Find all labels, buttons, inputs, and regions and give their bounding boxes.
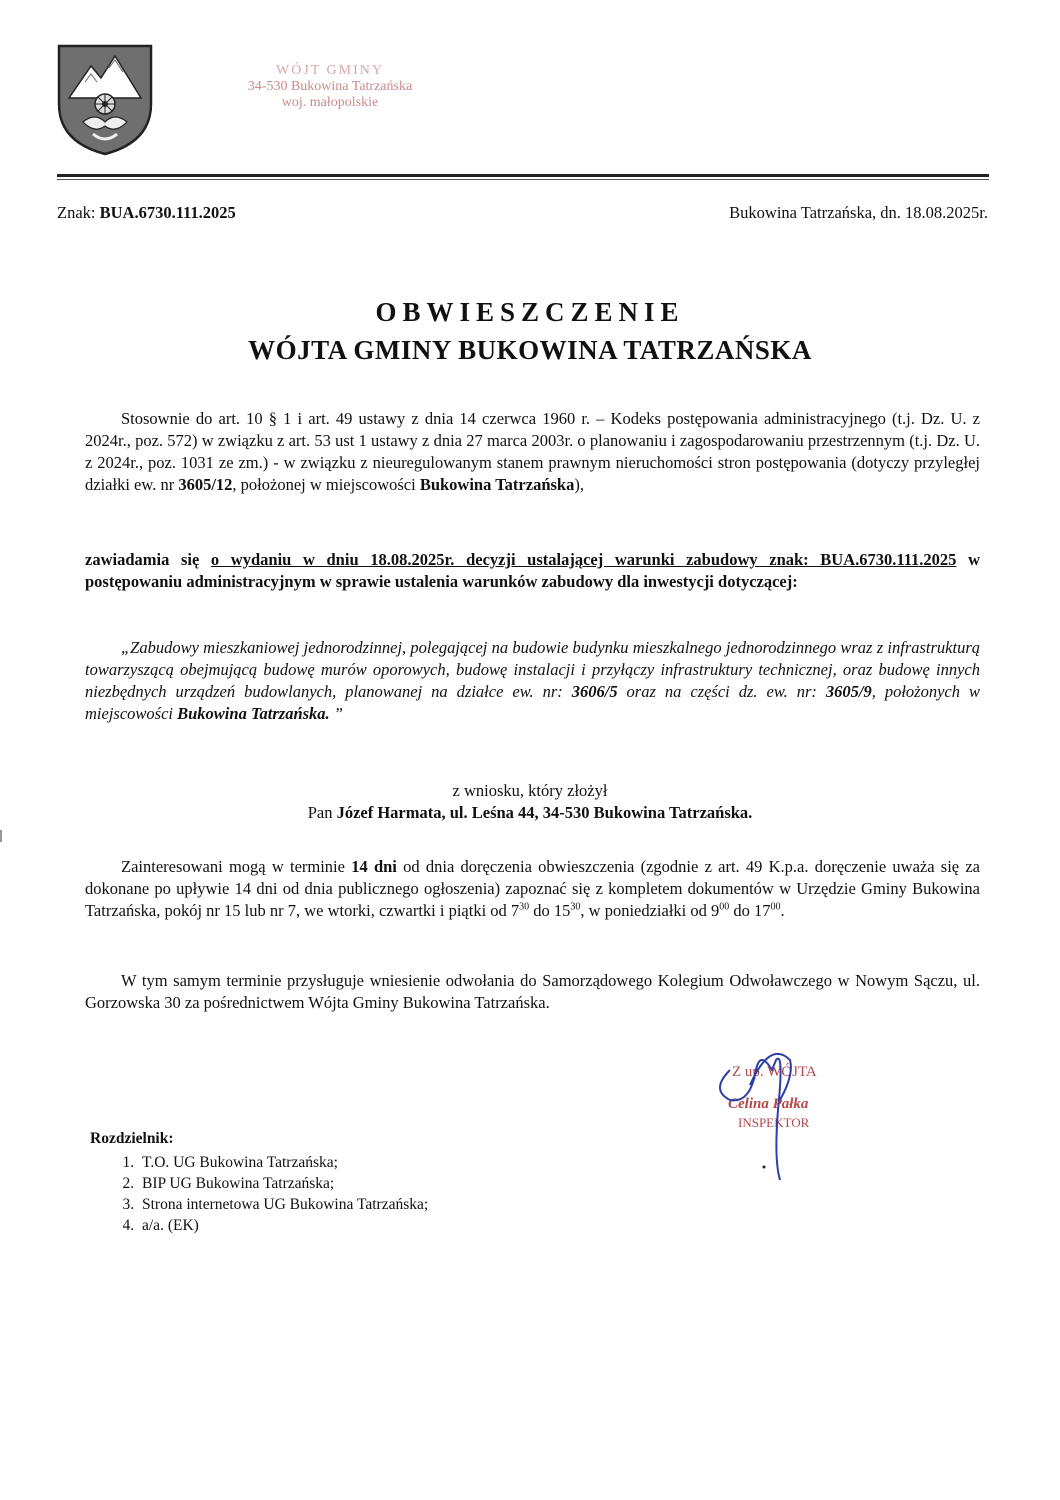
- p3-parcel-1: 3606/5: [571, 682, 618, 701]
- p1-text3: ),: [574, 475, 584, 494]
- signature-line-3: INSPEKTOR: [738, 1115, 810, 1130]
- p4-sup-2: 30: [570, 901, 581, 913]
- request-line: z wniosku, który złożył: [452, 781, 608, 800]
- distribution-list: [113, 1152, 428, 1236]
- distribution-item: 1. T.O. UG Bukowina Tatrzańska;: [138, 1152, 428, 1173]
- distribution-item: 2. BIP UG Bukowina Tatrzańska;: [138, 1173, 428, 1194]
- p1-parcel: 3605/12: [178, 475, 233, 494]
- stamp-line-1: WÓJT GMINY: [275, 63, 384, 78]
- p4-e: do 17: [729, 901, 771, 920]
- p3-b: oraz na części dz. ew. nr:: [617, 682, 826, 701]
- case-sign: [57, 203, 236, 223]
- p4-c: do 15: [529, 901, 571, 920]
- p4-f: .: [780, 901, 785, 920]
- p3-parcel-2: 3605/9: [825, 682, 872, 701]
- signature-line-2: Celina Pałka: [728, 1096, 809, 1112]
- office-stamp: [205, 63, 455, 111]
- scan-mark: [0, 830, 2, 842]
- header-rule-thin: [57, 179, 989, 180]
- p4-b: od dnia doręczenia obwieszczenia (zgodnie z art. 49 K.p.a. doręczenie uważa się za dokonane po upływie 14 dni od dnia publicznego ogłoszenia) zapoznać się z kompletem dokumentów w Urzędzie Gminy Bukowina Tatrzańska, pokój nr 15 lub nr 7, we wtorki, czwartki i piątki od 7: [85, 857, 980, 920]
- p4-sup-4: 00: [770, 901, 781, 913]
- appeal-paragraph: W tym samym terminie przysługuje wniesienie odwołania do Samorządowego Kolegium Odwoławczego w Nowym Sączu, ul. Gorzowska 30 za pośrednictwem Wójta Gminy Bukowina Tatrzańska.: [85, 971, 980, 1012]
- investment-description: [85, 637, 980, 725]
- distribution-item: 3. Strona internetowa UG Bukowina Tatrzańska;: [138, 1194, 428, 1215]
- p3-place: Bukowina Tatrzańska.: [177, 704, 330, 723]
- signature-line-1: Z up. WÓJTA: [732, 1064, 817, 1080]
- p1-text: Stosownie do art. 10 § 1 i art. 49 ustawy z dnia 14 czerwca 1960 r. – Kodeks postępowania administracyjnego (t.j. Dz. U. z 2024r., poz. 572) w związku z art. 53 ust 1 ustawy z dnia 27 marca 2003r. o planowaniu i zagospodarowaniu przestrzennym (t.j. Dz. U. z 2024r., poz. 1031 ze zm.) - w związku z nieuregulowanym stanem prawnym nieruchomości stron postępowania (dotyczy przyległej działki ew. nr: [85, 409, 980, 494]
- applicant-line: [0, 802, 1060, 824]
- p4-d: , w poniedziałki od 9: [580, 901, 720, 920]
- p3-c: , położonych w miejscowości: [85, 682, 980, 723]
- document-title: OBWIESZCZENIE: [375, 297, 685, 327]
- p3-a: „Zabudowy mieszkaniowej jednorodzinnej, polegającej na budowie budynku mieszkalnego jednorodzinnego wraz z infrastrukturą towarzyszącą obejmującą budowę murów oporowych, budowę instalacji i przyłączy infrastruktury technicznej, oraz budowę innych niezbędnych urządzeń budowlanych, planowanej na działce ew. nr:: [85, 638, 980, 701]
- p2-b: w postępowaniu administracyjnym w sprawie ustalenia warunków zabudowy dla inwestycji dotyczącej:: [85, 550, 980, 591]
- document-subtitle: WÓJTA GMINY BUKOWINA TATRZAŃSKA: [248, 335, 812, 365]
- notification-paragraph: [85, 549, 980, 593]
- distribution-title: Rozdzielnik:: [90, 1130, 174, 1147]
- applicant-name: Józef Harmata, ul. Leśna 44, 34-530 Bukowina Tatrzańska.: [336, 803, 753, 822]
- p4-sup-3: 00: [719, 901, 730, 913]
- distribution-item: 4. a/a. (EK): [138, 1215, 428, 1236]
- place-date: Bukowina Tatrzańska, dn. 18.08.2025r.: [729, 203, 988, 222]
- case-sign-number: BUA.6730.111.2025: [99, 203, 236, 222]
- p2-decision: o wydaniu w dniu 18.08.2025r. decyzji ustalającej warunki zabudowy znak: BUA.6730.111.2025: [210, 550, 957, 569]
- p2-a: zawiadamia się: [85, 550, 211, 569]
- applicant-prefix: Pan: [307, 803, 337, 822]
- signature-stamp: [700, 1030, 880, 1190]
- p3-d: ”: [329, 704, 343, 723]
- header-rule-thick: [57, 174, 989, 177]
- p1-text2: , położonej w miejscowości: [232, 475, 420, 494]
- p1-place: Bukowina Tatrzańska: [419, 475, 575, 494]
- p4-days: 14 dni: [351, 857, 397, 876]
- case-sign-label: Znak:: [57, 203, 100, 222]
- p4-sup-1: 30: [519, 901, 530, 913]
- legal-basis-paragraph: [85, 408, 980, 496]
- coat-of-arms-logo: [55, 42, 155, 157]
- access-terms-paragraph: [85, 856, 980, 922]
- stamp-line-3: woj. małopolskie: [281, 95, 379, 110]
- p4-a: Zainteresowani mogą w terminie: [121, 857, 352, 876]
- stamp-line-2: 34-530 Bukowina Tatrzańska: [247, 79, 413, 94]
